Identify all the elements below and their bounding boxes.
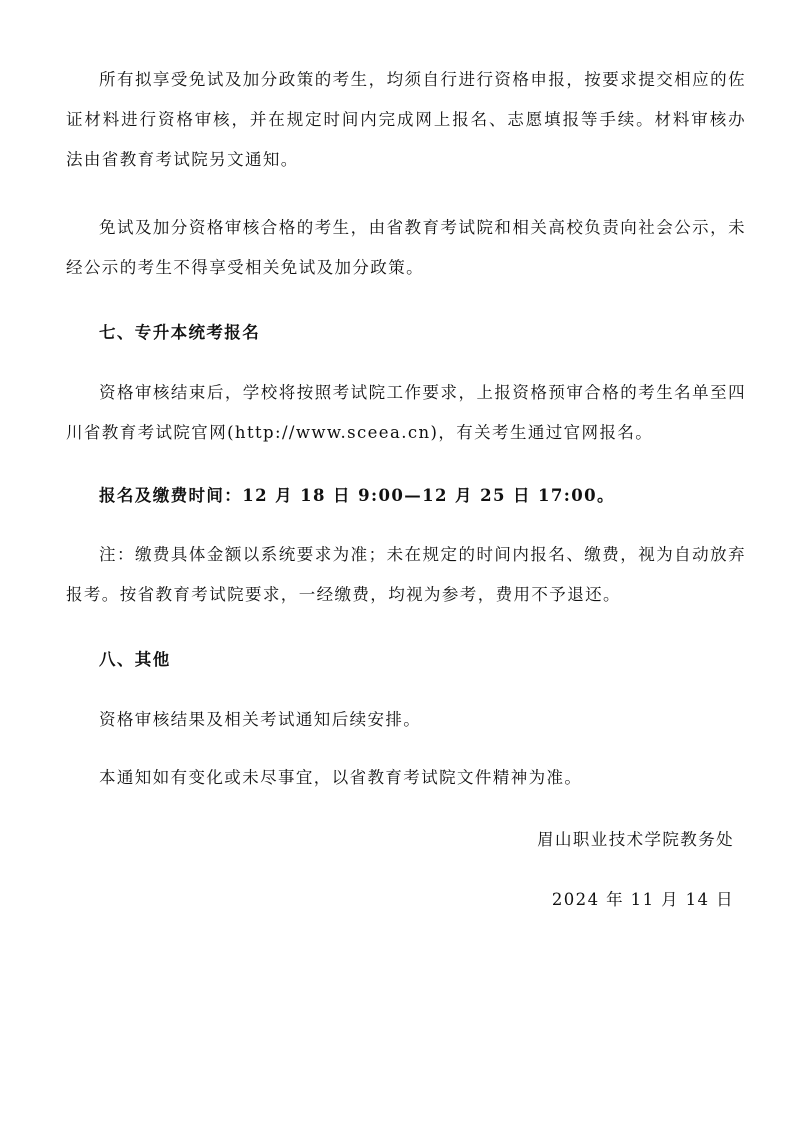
signature-organization: 眉山职业技术学院教务处 [537, 830, 734, 849]
paragraph-follow-up: 资格审核结果及相关考试通知后续安排。 [99, 710, 422, 729]
paragraph-qualification-application: 所有拟享受免试及加分政策的考生，均须自行进行资格申报，按要求提交相应的佐证材料进行资格审核，并在规定时间内完成网上报名、志愿填报等手续。材料审核办法由省教育考试院另文通知。 [66, 70, 746, 169]
section-heading-7: 七、专升本统考报名 [99, 323, 261, 342]
paragraph-registration-time: 报名及缴费时间：12 月 18 日 9:00—12 月 25 日 17:00。 [99, 486, 615, 505]
paragraph-public-notice: 免试及加分资格审核合格的考生，由省教育考试院和相关高校负责向社会公示，未经公示的考生不得享受相关免试及加分政策。 [66, 218, 746, 277]
section-heading-8: 八、其他 [99, 650, 171, 669]
signature-date: 2024 年 11 月 14 日 [551, 890, 734, 909]
paragraph-registration-process: 资格审核结束后，学校将按照考试院工作要求，上报资格预审合格的考生名单至四川省教育考试院官网(http://www.sceea.cn)，有关考生通过官网报名。 [66, 383, 746, 442]
paragraph-final-note: 本通知如有变化或未尽事宜，以省教育考试院文件精神为准。 [99, 768, 583, 787]
paragraph-fee-note: 注：缴费具体金额以系统要求为准；未在规定的时间内报名、缴费，视为自动放弃报考。按省教育考试院要求，一经缴费，均视为参考，费用不予退还。 [66, 545, 746, 604]
